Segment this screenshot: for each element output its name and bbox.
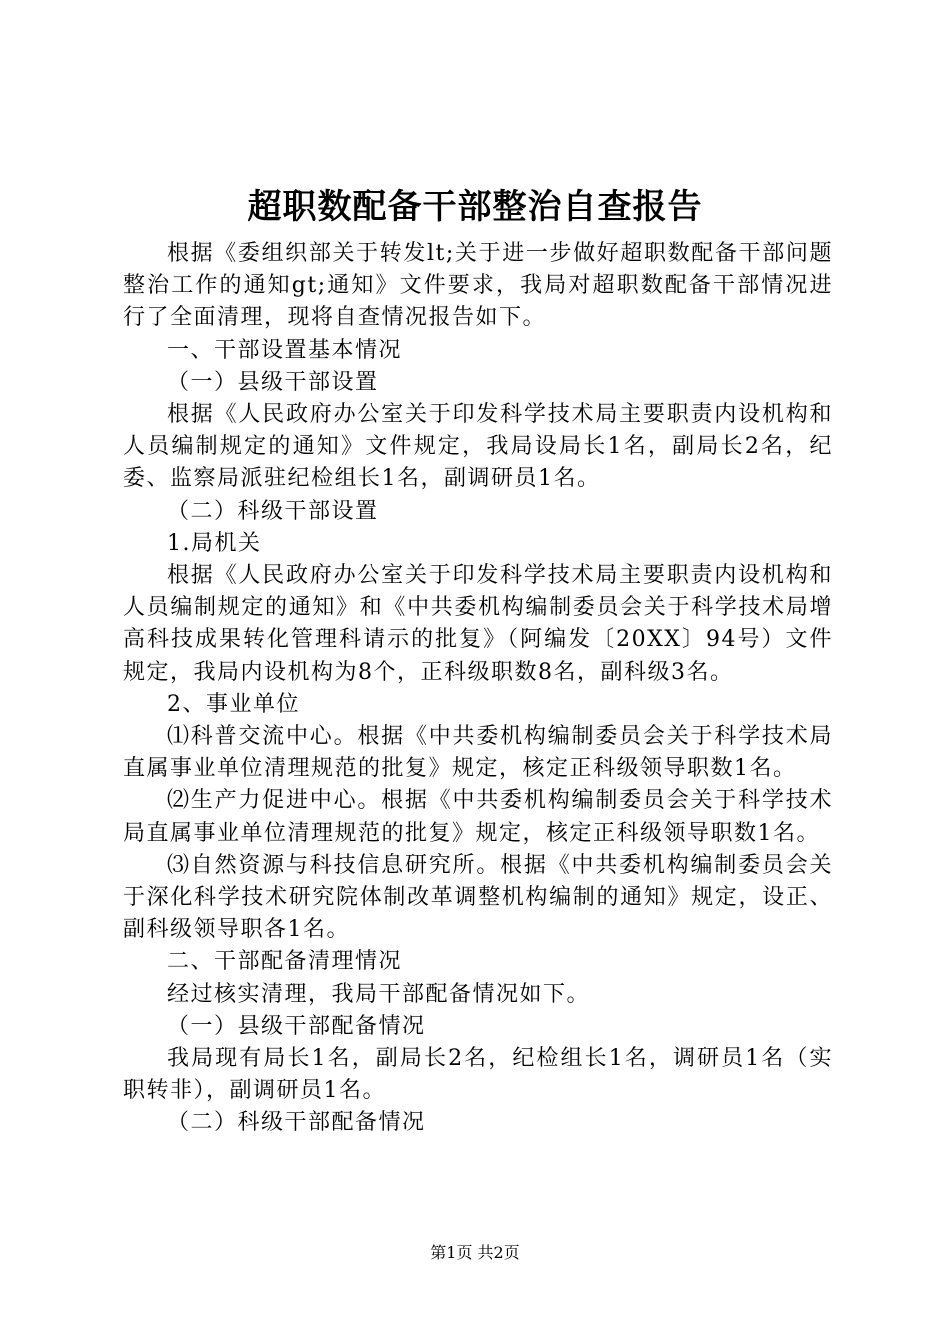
paragraph-bureau-office: 根据《人民政府办公室关于印发科学技术局主要职责内设机构和人员编制规定的通知》和《中共委机构编制委员会关于科学技术局增高科技成果转化管理科请示的批复》（阿编发〔20XX〕94号）文件规定，我局内设机构为8个，正科级职数8名，副科级3名。 bbox=[123, 563, 833, 685]
document-title: 超职数配备干部整治自查报告 bbox=[247, 187, 703, 227]
paragraph-productivity-center: ⑵生产力促进中心。根据《中共委机构编制委员会关于科学技术局直属事业单位清理规范的批复》规定，核定正科级领导职数1名。 bbox=[123, 788, 833, 846]
paragraph-natural-resources-institute: ⑶自然资源与科技信息研究所。根据《中共委机构编制委员会关于深化科学技术研究院体制改革调整机构编制的通知》规定，设正、副科级领导职各1名。 bbox=[123, 852, 833, 943]
subheading-bureau-office: 1.局机关 bbox=[167, 530, 262, 556]
paragraph-verification: 经过核实清理，我局干部配备情况如下。 bbox=[167, 981, 591, 1007]
subheading-county-level-staffing: （一）县级干部配备情况 bbox=[167, 1013, 426, 1039]
paragraph-science-exchange-center: ⑴科普交流中心。根据《中共委机构编制委员会关于科学技术局直属事业单位清理规范的批复》规定，核定正科级领导职数1名。 bbox=[123, 724, 833, 782]
subheading-county-level-setup: （一）县级干部设置 bbox=[167, 369, 379, 395]
subheading-section-level-setup: （二）科级干部设置 bbox=[167, 498, 379, 524]
subheading-section-level-staffing: （二）科级干部配备情况 bbox=[167, 1110, 426, 1136]
paragraph-county-level-setup: 根据《人民政府办公室关于印发科学技术局主要职责内设机构和人员编制规定的通知》文件规定，我局设局长1名，副局长2名，纪委、监察局派驻纪检组长1名，副调研员1名。 bbox=[123, 402, 833, 492]
subheading-public-institutions: 2、事业单位 bbox=[167, 691, 300, 717]
heading-section-1: 一、干部设置基本情况 bbox=[167, 337, 403, 363]
paragraph-intro: 根据《委组织部关于转发lt;关于进一步做好超职数配备干部问题整治工作的通知gt;通知》文件要求，我局对超职数配备干部情况进行了全面清理，现将自查情况报告如下。 bbox=[123, 241, 833, 331]
document-body bbox=[123, 238, 833, 1140]
page-number-footer: 第1页 共2页 bbox=[430, 1243, 520, 1262]
heading-section-2: 二、干部配备清理情况 bbox=[167, 949, 403, 975]
paragraph-county-level-staffing: 我局现有局长1名，副局长2名，纪检组长1名，调研员1名（实职转非），副调研员1名。 bbox=[123, 1046, 833, 1104]
